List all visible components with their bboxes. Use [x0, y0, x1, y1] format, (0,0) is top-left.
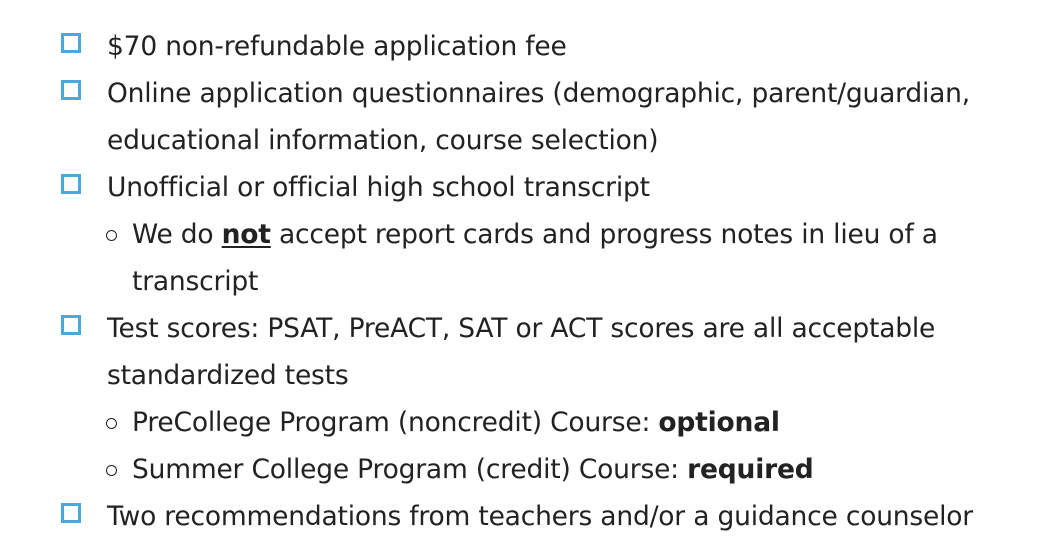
checklist-item-label: Online application questionnaires (demographic, parent/guardian, educational information, course selection) [107, 78, 970, 156]
sub-item-precollege [132, 399, 962, 446]
circle-bullet-icon [106, 230, 117, 241]
checklist-item-label: Test scores: PSAT, PreACT, SAT or ACT scores are all acceptable standardized tests [107, 313, 936, 391]
sub-item-text-post: accept report cards and progress notes in lieu of a transcript [132, 219, 938, 297]
sub-item-summer-college [132, 446, 962, 493]
checkbox-icon[interactable] [61, 315, 81, 335]
sub-item-text-pre: PreCollege Program (noncredit) Course: [132, 407, 659, 438]
checklist-item-label: Two recommendations from teachers and/or a guidance counselor [107, 501, 973, 532]
checklist-item-transcript [60, 164, 1027, 211]
sub-item-emphasis: required [687, 454, 814, 485]
test-scores-sub-list [60, 399, 1054, 493]
checklist-item-test-scores [60, 305, 1027, 399]
sub-item-text-pre: We do [132, 219, 222, 250]
checkbox-icon[interactable] [61, 503, 81, 523]
checklist-item-application-fee [60, 23, 1027, 70]
circle-bullet-icon [106, 465, 117, 476]
checklist-item-questionnaires [60, 70, 1027, 164]
transcript-sub-list [60, 211, 1054, 305]
sub-item-emphasis: not [221, 219, 271, 250]
checkbox-icon[interactable] [61, 174, 81, 194]
checkbox-icon[interactable] [61, 33, 81, 53]
checklist-item-recommendations [60, 493, 1027, 540]
checkbox-icon[interactable] [61, 80, 81, 100]
sub-item-text-pre: Summer College Program (credit) Course: [132, 454, 688, 485]
circle-bullet-icon [106, 418, 117, 429]
checklist-item-label: $70 non-refundable application fee [107, 31, 567, 62]
sub-item-emphasis: optional [658, 407, 780, 438]
checklist-item-label: Unofficial or official high school transcript [107, 172, 650, 203]
sub-item-transcript-note [132, 211, 962, 305]
